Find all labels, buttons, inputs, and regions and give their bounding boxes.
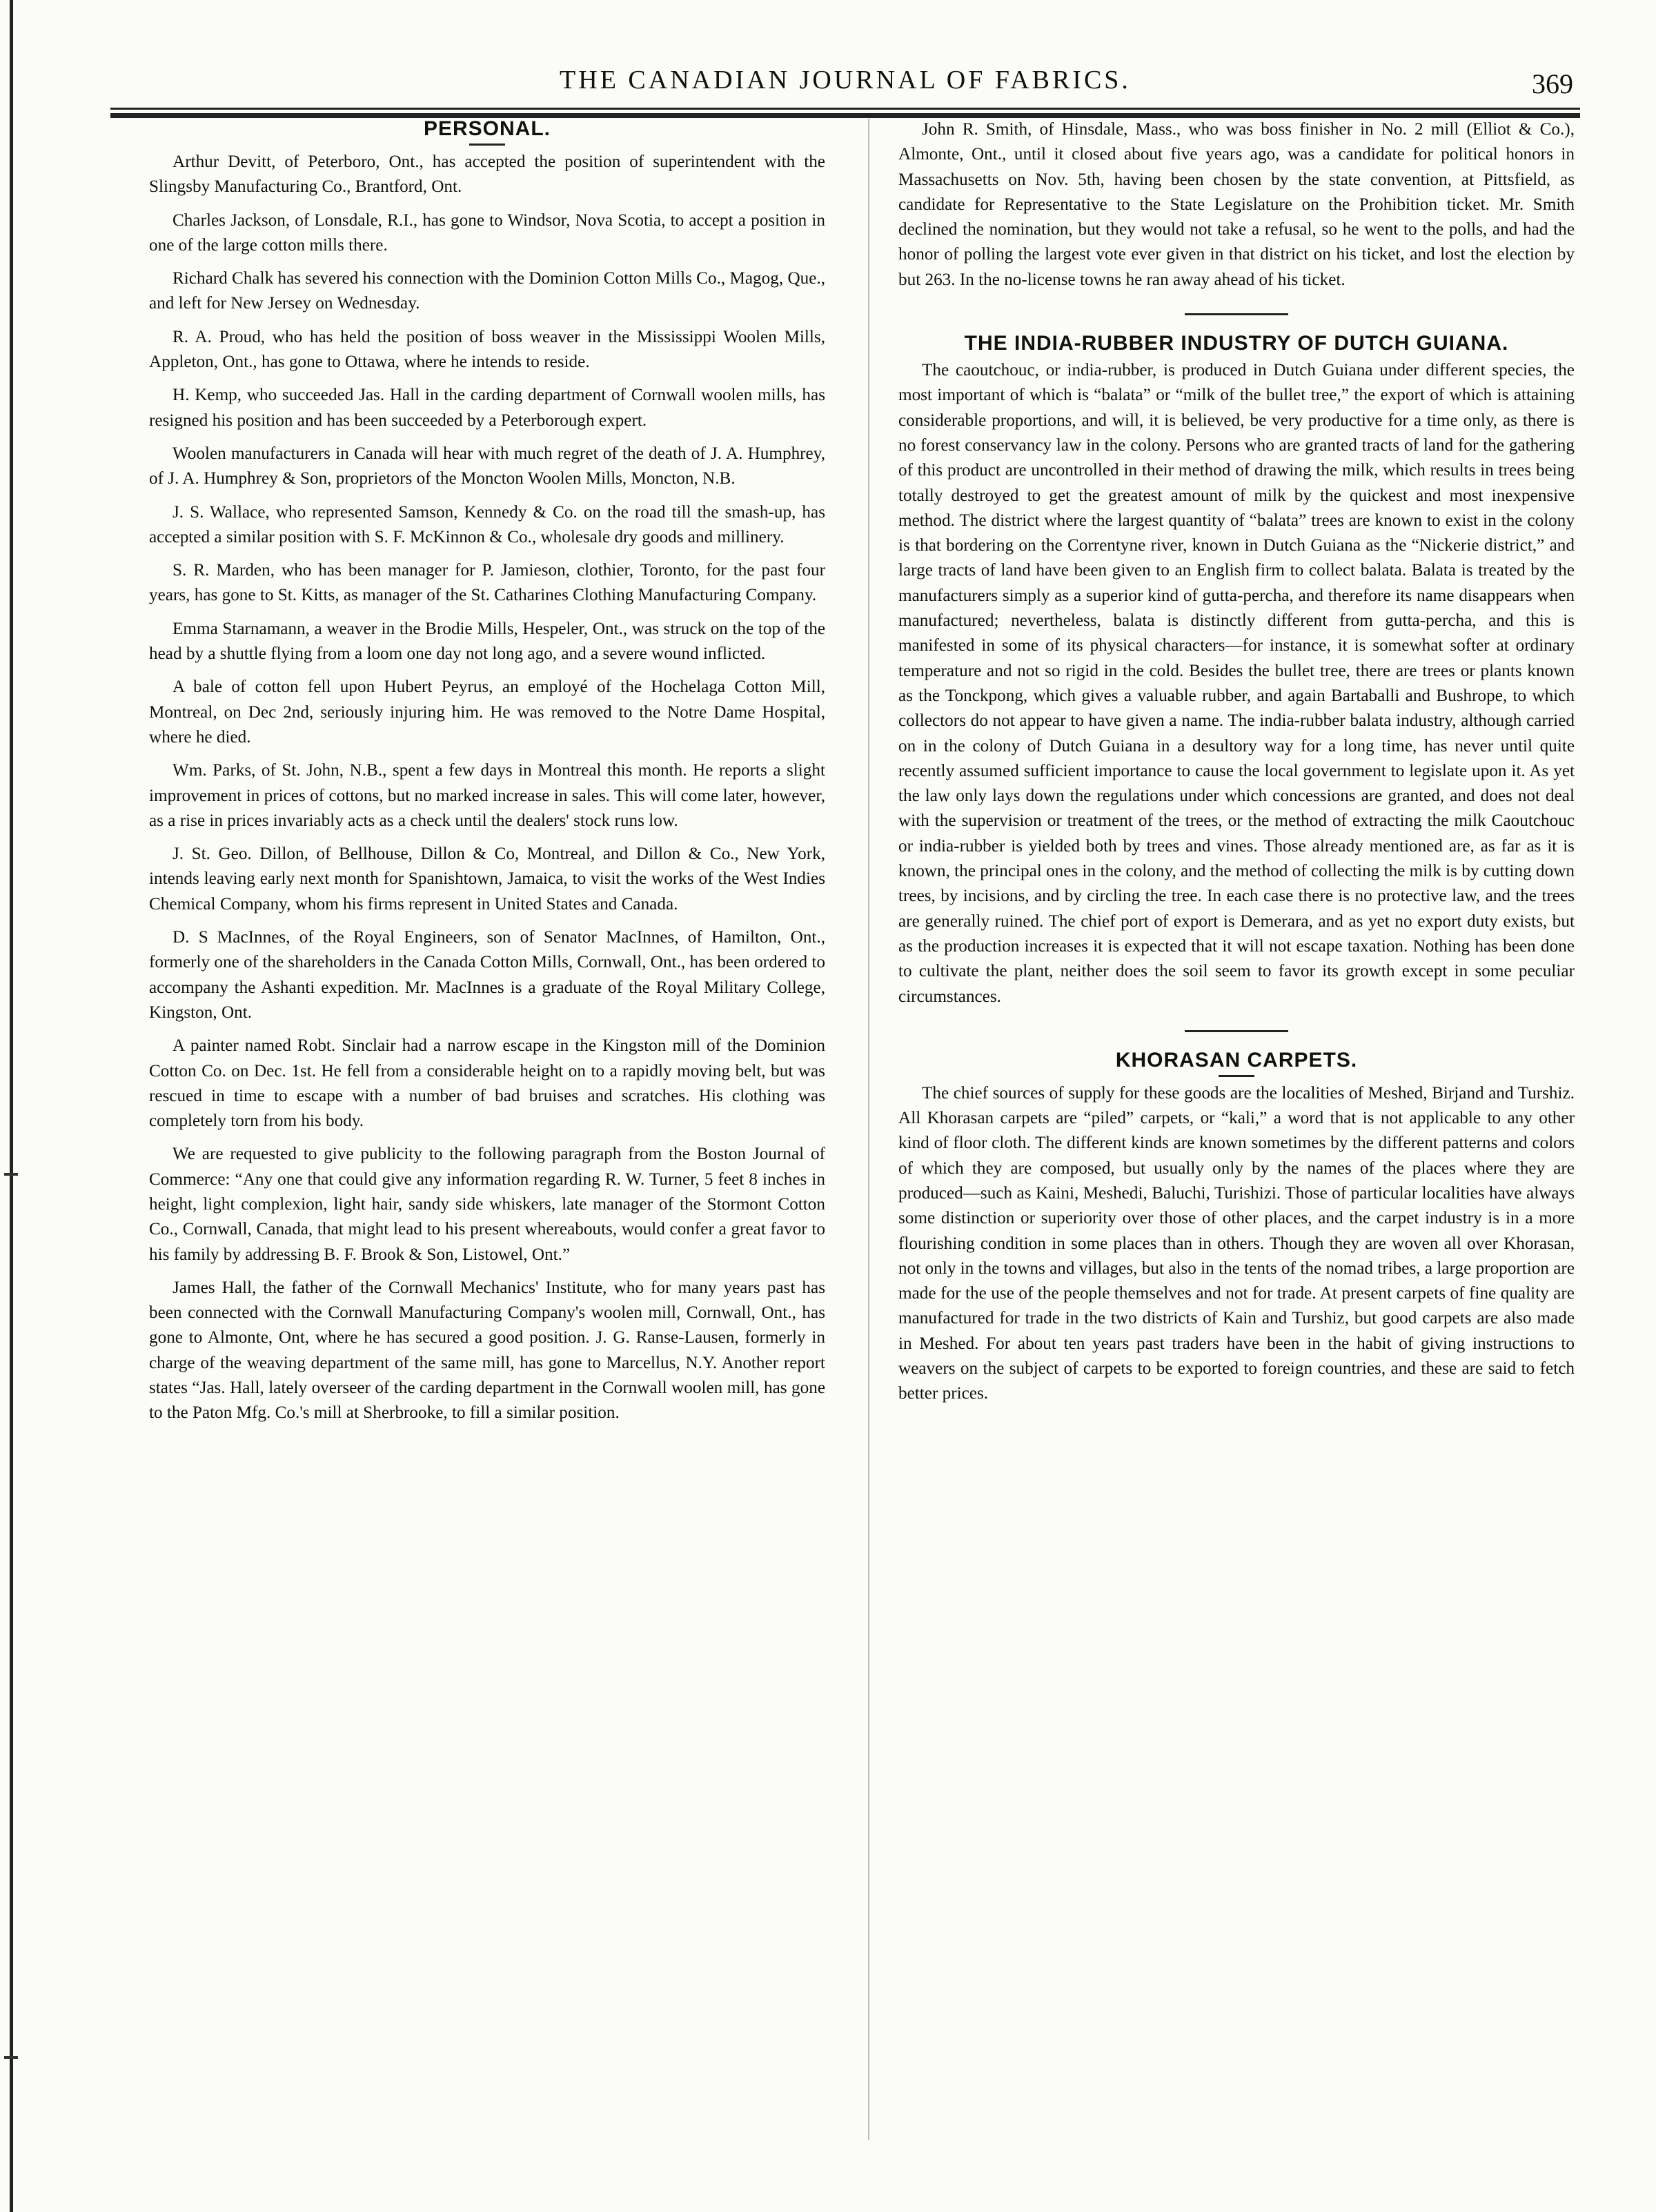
khorasan-paragraph: The chief sources of supply for these goods are the localities of Meshed, Birjand and Turshiz. All Khorasan carpets are “piled” carpets, or “kali,” a word that is not applicable to any other kind of floor cloth. The different kinds are known sometimes by the different patterns and colors of which they are composed, but usually only by the names of the places where they are produced—such as Kaini, Meshedi, Baluchi, Turishizi. Those of particular localities have always some distinction or superiority over those of other places, and the carpet industry is in a more flourishing condition in some places than in others. Though they are woven all over Khorasan, not only in the towns and villages, but also in the tents of the nomad tribes, a large proportion are made for the use of the people themselves and not for trade. At present carpets of fine quality are manufactured for trade in the two districts of Kain and Turshiz, but good carpets are also made in Meshed. For about ten years past traders have been in the habit of giving instructions to weavers on the subject of carpets to be exported to foreign countries, and these are said to fetch better prices. xyxy=(898,1083,1575,1403)
personal-paragraph: Arthur Devitt, of Peterboro, Ont., has accepted the position of superintendent with the Slingsby Manufacturing Co., Brantford, Ont. xyxy=(149,152,825,197)
personal-paragraph: James Hall, the father of the Cornwall Mechanics' Institute, who for many years past has been connected with the Cornwall Manufacturing Company's woolen mill, Cornwall, Ont., has gone to Almonte, Ont, where he has secured a good position. J. G. Ranse-Lausen, formerly in charge of the weaving department of the same mill, has gone to Marcellus, N.Y. Another report states “Jas. Hall, lately overseer of the carding department in the Cornwall woolen mill, has gone to the Paton Mfg. Co.'s mill at Sherbrooke, to fill a similar position. xyxy=(149,1278,825,1423)
heading-dash xyxy=(469,144,505,146)
personal-paragraph: Charles Jackson, of Lonsdale, R.I., has gone to Windsor, Nova Scotia, to accept a position in one of the large cotton mills there. xyxy=(149,210,825,255)
personal-paragraph-continued: John R. Smith, of Hinsdale, Mass., who was boss finisher in No. 2 mill (Elliot & Co.), Almonte, Ont., until it closed about five years ago, was a candidate for political honors in Massachusetts on Nov. 5th, having been chosen by the state convention, at Pittsfield, as candidate for Representative to the State Legislature on the Prohibition ticket. Mr. Smith declined the nomination, but they would not take a refusal, so he went to the polls, and had the honor of polling the largest vote ever given in that district on his ticket, and lost the election by but 263. In the no-license towns he ran away ahead of his ticket. xyxy=(898,120,1575,289)
heading-dash xyxy=(1219,1075,1254,1077)
binding-notch xyxy=(4,1173,18,1176)
personal-paragraph: J. St. Geo. Dillon, of Bellhouse, Dillon & Co, Montreal, and Dillon & Co., New York, intends leaving early next month for Spanishtown, Jamaica, to visit the works of the West Indies Chemical Company, whom his firms represent in United States and Canada. xyxy=(149,845,825,914)
personal-paragraph: Richard Chalk has severed his connection with the Dominion Cotton Mills Co., Magog, Que., and left for New Jersey on Wednesday. xyxy=(149,269,825,313)
header-rule-thin xyxy=(110,108,1580,110)
personal-heading: PERSONAL. xyxy=(423,117,551,140)
personal-paragraph: R. A. Proud, who has held the position of boss weaver in the Mississippi Woolen Mills, Appleton, Ont., has gone to Ottawa, where he intends to reside. xyxy=(149,327,825,372)
left-column xyxy=(149,117,825,1434)
binding-notch xyxy=(4,2056,18,2059)
personal-paragraph: Emma Starnamann, a weaver in the Brodie Mills, Hespeler, Ont., was struck on the top of the head by a shuttle flying from a loom one day not long ago, and a severe wound inflicted. xyxy=(149,619,825,664)
personal-paragraph: A painter named Robt. Sinclair had a narrow escape in the Kingston mill of the Dominion Cotton Co. on Dec. 1st. He fell from a considerable height on to a rapidly moving belt, but was rescued in time to escape with a number of bad bruises and scratches. His clothing was completely torn from his body. xyxy=(149,1036,825,1131)
personal-paragraph: We are requested to give publicity to the following paragraph from the Boston Journal of Commerce: “Any one that could give any information regarding R. W. Turner, 5 feet 8 inches in height, light complexion, light hair, sandy side whiskers, late manager of the Stormont Cotton Co., Cornwall, Canada, that might lead to his present whereabouts, would confer a great favor to his family by addressing B. F. Brook & Son, Listowel, Ont.” xyxy=(149,1145,825,1264)
right-column xyxy=(898,117,1575,1415)
personal-paragraph: D. S MacInnes, of the Royal Engineers, son of Senator MacInnes, of Hamilton, Ont., formerly one of the shareholders in the Canada Cotton Mills, Cornwall, Ont., has been ordered to accompany the Ashanti expedition. Mr. MacInnes is a graduate of the Royal Military College, Kingston, Ont. xyxy=(149,928,825,1022)
column-divider xyxy=(868,119,869,2140)
india-rubber-paragraph: The caoutchouc, or india-rubber, is produced in Dutch Guiana under different species, the most important of which is “balata” or “milk of the bullet tree,” the export of which is attaining considerable proportions, and will, it is believed, be very productive for a time only, as there is no forest conservancy law in the colony. Persons who are granted tracts of land for the gathering of this product are uncontrolled in their method of drawing the milk, which results in trees being totally destroyed to get the greatest amount of milk by the quickest and most inexpensive method. The district where the largest quantity of “balata” trees are known to exist in the colony is that bordering on the Correntyne river, known in Dutch Guiana as the “Nickerie district,” and large tracts of land have been given to an English firm to collect balata. Balata is treated by the manufacturers simply as a superior kind of gutta-percha, and therefore its name disappears when manufactured; nevertheless, balata is distinctly different from gutta-percha, and this is manifested in some of its physical characters—for instance, it is somewhat softer at ordinary temperature and not so rigid in the cold. Besides the bullet tree, there are trees or plants known as the Tonckpong, which gives a valuable rubber, and again Bartaballi and Bushrope, to which collectors do not appear to have given a name. The india-rubber balata industry, although carried on in the colony of Dutch Guiana in a desultory way for a long time, has never until quite recently assumed sufficient importance to cause the local government to legislate upon it. As yet the law only lays down the regulations under which concessions are granted, and does not deal with the supervision or treatment of the trees, or the method of extracting the milk Caoutchouc or india-rubber is yielded both by trees and vines. Those already mentioned are, as far as it is known, the principal ones in the colony, and the method of collecting the milk is by cutting down trees, by incisions, and by circling the tree. In each case there is no protective law, and the trees are generally ruined. The chief port of export is Demerara, and as yet no export duty exists, but as the production increases it is expected that it will not escape taxation. Nothing has been done to cultivate the plant, neither does the soil seem to favor its growth except in some peculiar circumstances. xyxy=(898,361,1575,1006)
section-separator xyxy=(1185,313,1288,315)
personal-paragraph: Wm. Parks, of St. John, N.B., spent a few days in Montreal this month. He reports a slight improvement in prices of cottons, but no marked increase in sales. This will come later, however, as a rise in prices invariably acts as a check until the dealers' stock runs low. xyxy=(149,761,825,830)
personal-paragraph: H. Kemp, who succeeded Jas. Hall in the carding department of Cornwall woolen mills, has resigned his position and has been succeeded by a Peterborough expert. xyxy=(149,386,825,430)
page-number: 369 xyxy=(1532,68,1573,99)
india-rubber-heading: THE INDIA-RUBBER INDUSTRY OF DUTCH GUIANA. xyxy=(964,332,1509,355)
personal-paragraph: S. R. Marden, who has been manager for P. Jamieson, clothier, Toronto, for the past four years, has gone to St. Kitts, as manager of the St. Catharines Clothing Manufacturing Company. xyxy=(149,561,825,605)
page-header xyxy=(110,25,1580,101)
khorasan-heading: KHORASAN CARPETS. xyxy=(1115,1048,1358,1072)
personal-paragraph: A bale of cotton fell upon Hubert Peyrus, an employé of the Hochelaga Cotton Mill, Montreal, on Dec 2nd, seriously injuring him. He was removed to the Notre Dame Hospital, where he died. xyxy=(149,678,825,747)
personal-paragraph: Woolen manufacturers in Canada will hear with much regret of the death of J. A. Humphrey, of J. A. Humphrey & Son, proprietors of the Moncton Woolen Mills, Moncton, N.B. xyxy=(149,444,825,488)
binding-edge-rule xyxy=(10,0,13,2212)
journal-title: THE CANADIAN JOURNAL OF FABRICS. xyxy=(560,66,1131,95)
personal-paragraph: J. S. Wallace, who represented Samson, Kennedy & Co. on the road till the smash-up, has accepted a similar position with S. F. McKinnon & Co., wholesale dry goods and millinery. xyxy=(149,502,825,546)
section-separator xyxy=(1185,1030,1288,1032)
